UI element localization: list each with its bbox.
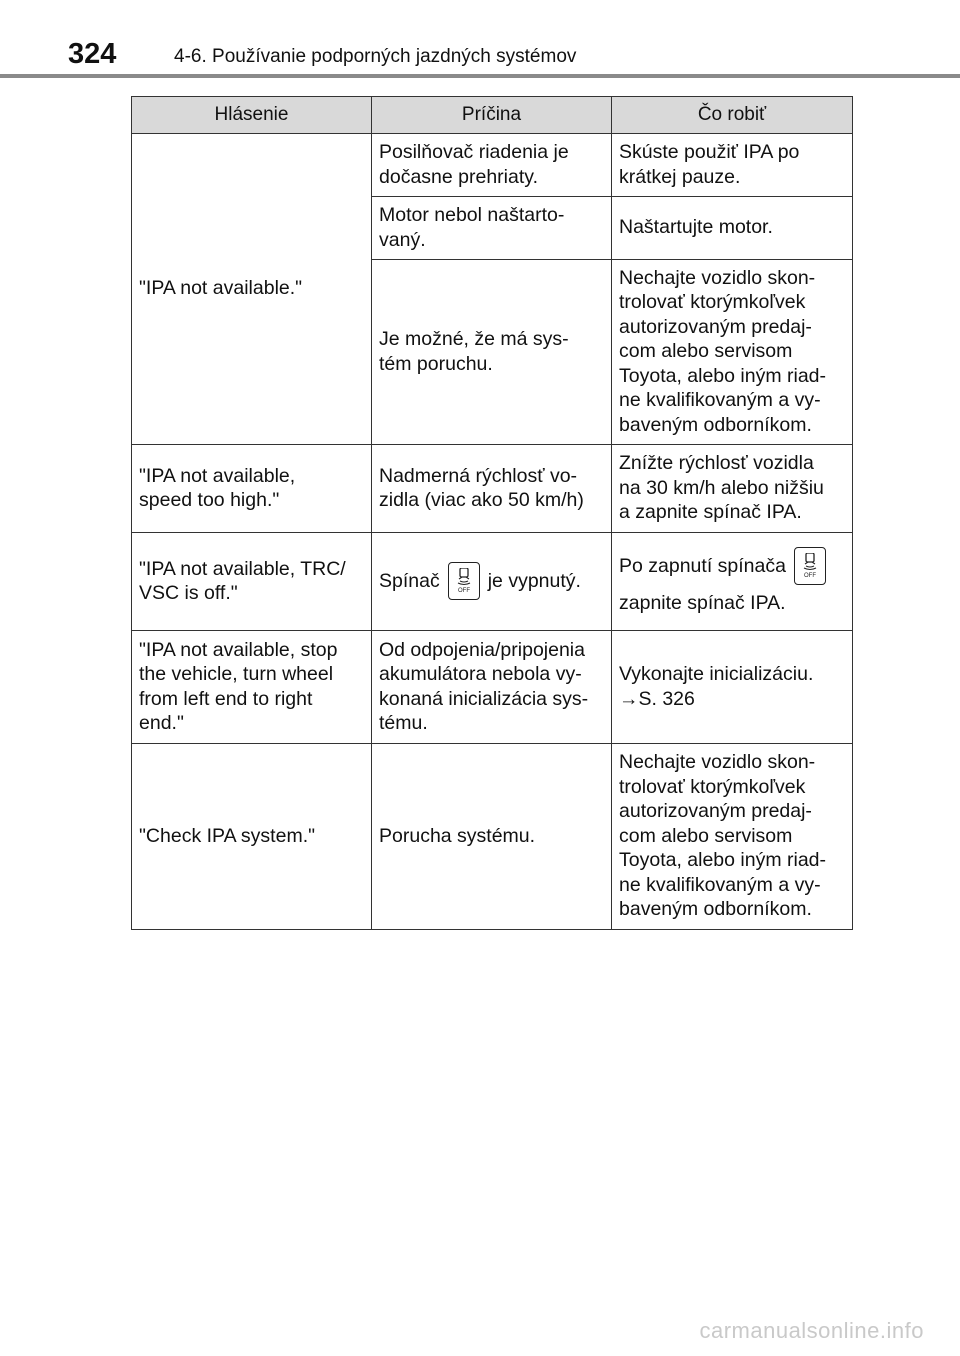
cause-cell bbox=[372, 744, 612, 930]
cause-inline bbox=[379, 562, 604, 600]
cause-text: Je možné, že má sys- tém poruchu. bbox=[379, 328, 569, 375]
cause-cell bbox=[372, 197, 612, 260]
table-row bbox=[132, 533, 853, 631]
cause-cell bbox=[372, 631, 612, 744]
cause-text-before: Spínač bbox=[379, 569, 440, 592]
header-rule bbox=[0, 74, 960, 78]
message-text: "IPA not available, stop the vehicle, turn wheel from left end to right end." bbox=[139, 638, 338, 734]
watermark: carmanualsonline.info bbox=[699, 1318, 924, 1343]
message-cell bbox=[132, 134, 372, 445]
message-cell bbox=[132, 533, 372, 631]
action-inline bbox=[619, 547, 845, 585]
column-header-message: Hlásenie bbox=[132, 97, 372, 134]
page-number: 324 bbox=[68, 38, 117, 70]
table-row bbox=[132, 445, 853, 533]
action-cell bbox=[612, 744, 853, 930]
cause-text: Porucha systému. bbox=[379, 824, 536, 847]
page-header bbox=[0, 0, 960, 80]
action-cell bbox=[612, 631, 853, 744]
svg-text:OFF: OFF bbox=[457, 588, 470, 594]
column-header-cause: Príčina bbox=[372, 97, 612, 134]
cause-text: Posilňovač riadenia je dočasne prehriaty. bbox=[379, 141, 569, 188]
cause-text-after: je vypnutý. bbox=[487, 569, 581, 592]
vsc-off-switch-icon bbox=[448, 562, 480, 600]
table-header-row bbox=[132, 97, 853, 134]
message-table bbox=[131, 96, 853, 930]
action-text-before: Po zapnutí spínača bbox=[619, 554, 786, 577]
cause-cell bbox=[372, 260, 612, 445]
action-text: Nechajte vozidlo skon- trolovať ktorýmkoľvek autorizovaným predaj- com alebo servisom Toyota, alebo iným riad- ne kvalifikovaným a vy- baveným odborníkom. bbox=[619, 266, 827, 436]
cause-text: Nadmerná rýchlosť vo- zidla (viac ako 50 km/h) bbox=[379, 464, 584, 511]
cause-cell bbox=[372, 445, 612, 533]
action-text-after: zapnite spínač IPA. bbox=[619, 591, 786, 614]
message-cell bbox=[132, 744, 372, 930]
action-text: Znížte rýchlosť vozidla na 30 km/h alebo nižšiu a zapnite spínač IPA. bbox=[619, 452, 824, 524]
action-cell bbox=[612, 197, 853, 260]
action-cell bbox=[612, 260, 853, 445]
table-row bbox=[132, 744, 853, 930]
action-text: Skúste použiť IPA po krátkej pauze. bbox=[619, 141, 800, 188]
action-text: Vykonajte inicializáciu. →S. 326 bbox=[619, 663, 814, 710]
message-text: "IPA not available." bbox=[139, 277, 303, 300]
cause-text: Od odpojenia/pripojenia akumulátora nebola vy- konaná inicializácia sys- tému. bbox=[379, 638, 589, 734]
message-text: "IPA not available, speed too high." bbox=[139, 464, 296, 511]
message-text: "IPA not available, TRC/ VSC is off." bbox=[139, 557, 346, 604]
svg-text:OFF: OFF bbox=[803, 572, 816, 579]
action-cell bbox=[612, 134, 853, 197]
cause-cell bbox=[372, 134, 612, 197]
table-row bbox=[132, 134, 853, 197]
message-cell bbox=[132, 631, 372, 744]
section-title: 4-6. Používanie podporných jazdných systémov bbox=[174, 46, 577, 67]
action-cell bbox=[612, 533, 853, 631]
action-text: Nechajte vozidlo skon- trolovať ktorýmkoľvek autorizovaným predaj- com alebo servisom Toyota, alebo iným riad- ne kvalifikovaným a vy- baveným odborníkom. bbox=[619, 751, 827, 921]
table-row bbox=[132, 631, 853, 744]
column-header-action: Čo robiť bbox=[612, 97, 853, 134]
vsc-off-switch-icon bbox=[794, 547, 826, 585]
action-cell bbox=[612, 445, 853, 533]
message-cell bbox=[132, 445, 372, 533]
action-text: Naštartujte motor. bbox=[619, 216, 773, 239]
cause-cell bbox=[372, 533, 612, 631]
cause-text: Motor nebol naštarto- vaný. bbox=[379, 204, 565, 251]
message-text: "Check IPA system." bbox=[139, 824, 316, 847]
